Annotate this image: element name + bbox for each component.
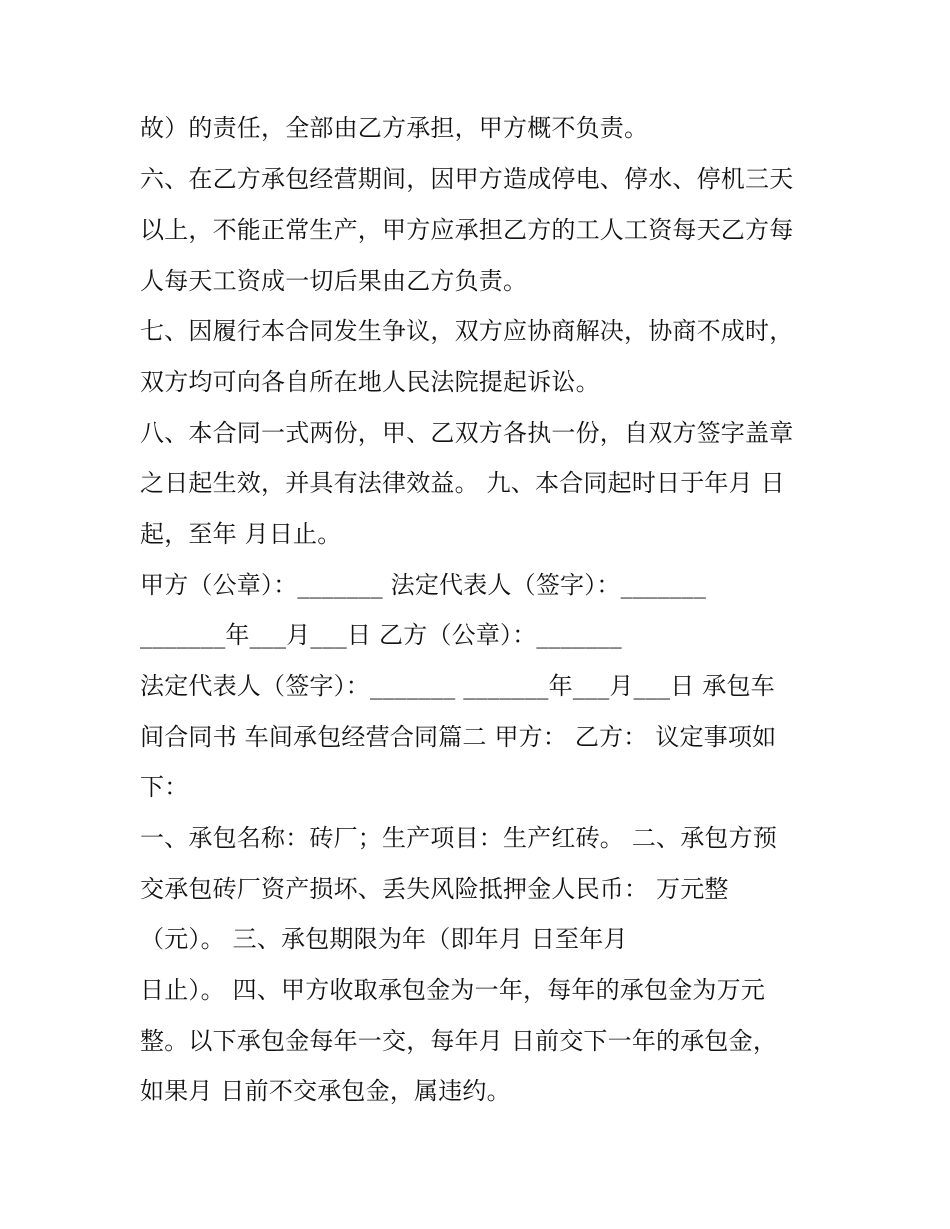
text-line: 故）的责任，全部由乙方承担，甲方概不负责。 bbox=[140, 114, 649, 142]
text-line: （元）。 三、承包期限为年（即年月 日至年月 bbox=[140, 925, 628, 953]
text-line: 整。以下承包金每年一交，每年月 日前交下一年的承包金， bbox=[140, 1027, 778, 1055]
text-line: 人每天工资成一切后果由乙方负责。 bbox=[140, 267, 528, 295]
text-line: 起，至年 月日止。 bbox=[140, 520, 342, 548]
text-line: 八、本合同一式两份，甲、乙双方各执一份，自双方签字盖章 bbox=[140, 419, 794, 447]
signature-line: 甲方（公章）：_______ 法定代表人（签字）：_______ bbox=[140, 571, 707, 599]
text-line: 交承包砖厂资产损坏、丢失风险抵押金人民币： 万元整 bbox=[140, 875, 729, 903]
text-line: 以上，不能正常生产，甲方应承担乙方的工人工资每天乙方每 bbox=[140, 216, 794, 244]
text-line: 下： bbox=[140, 773, 189, 801]
text-line: 六、在乙方承包经营期间，因甲方造成停电、停水、停机三天 bbox=[140, 165, 794, 193]
text-line: 七、因履行本合同发生争议，双方应协商解决，协商不成时， bbox=[140, 317, 794, 345]
text-line: 之日起生效，并具有法律效益。 九、本合同起时日于年月 日 bbox=[140, 469, 785, 497]
text-line: 双方均可向各自所在地人民法院提起诉讼。 bbox=[140, 368, 600, 396]
text-line: 日止）。 四、甲方收取承包金为一年，每年的承包金为万元 bbox=[140, 976, 766, 1004]
signature-line: _______年___月___日 乙方（公章）：_______ bbox=[140, 621, 622, 649]
signature-line: 法定代表人（签字）：_______ _______年___月___日 承包车 bbox=[140, 672, 775, 700]
text-line: 间合同书 车间承包经营合同篇二 甲方： 乙方： 议定事项如 bbox=[140, 723, 777, 751]
text-line: 一、承包名称：砖厂；生产项目：生产红砖。 二、承包方预 bbox=[140, 824, 778, 852]
text-line: 如果月 日前不交承包金，属违约。 bbox=[140, 1077, 511, 1105]
